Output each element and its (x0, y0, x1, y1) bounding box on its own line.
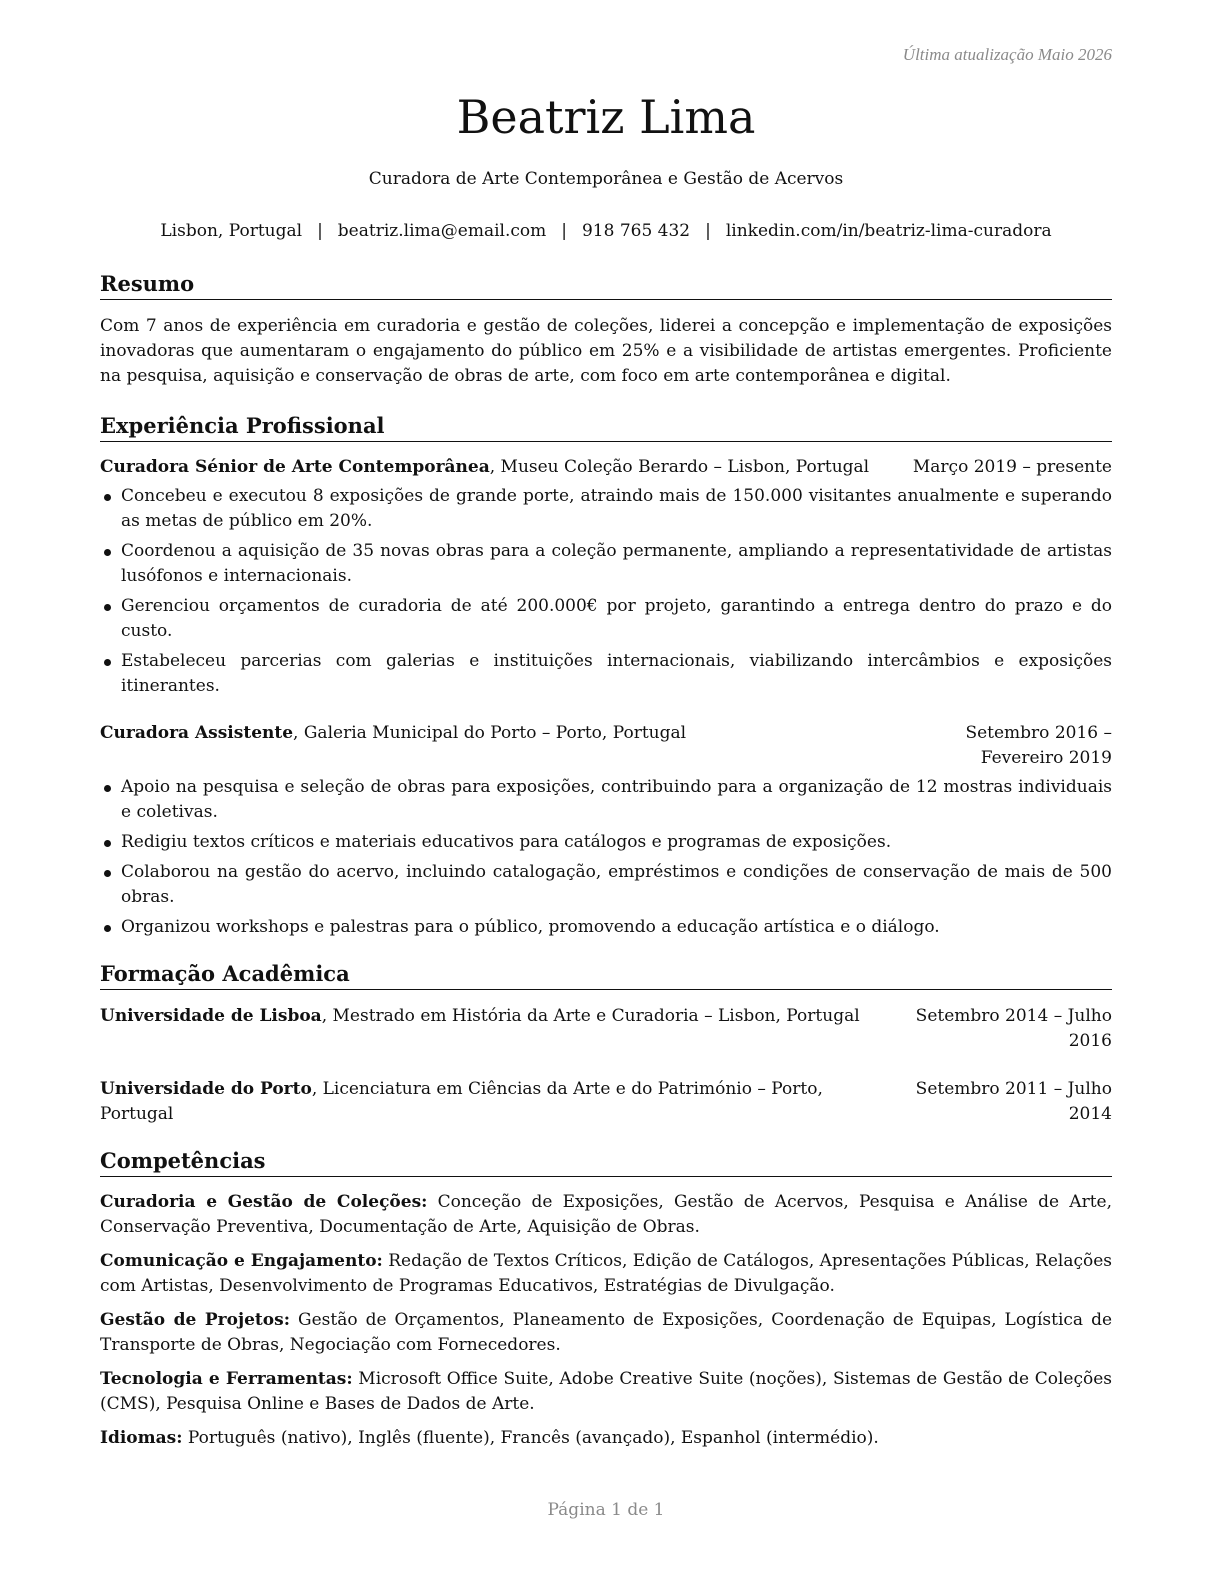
skills-list (100, 1190, 1112, 1451)
job-dates: Março 2019 – presente (912, 457, 1112, 477)
candidate-name: Beatriz Lima (456, 90, 756, 144)
education-title-line (100, 1004, 880, 1054)
contact-separator: | (317, 221, 323, 241)
contact-separator: | (561, 221, 567, 241)
education-entry (100, 1077, 1112, 1127)
section-title-education: Formação Acadêmica (100, 960, 1112, 990)
education-school: Universidade de Lisboa (100, 1006, 322, 1026)
section-title-skills: Competências (100, 1147, 1112, 1177)
job-bullets (100, 775, 1112, 940)
job-bullet: Redigiu textos críticos e materiais educativos para catálogos e programas de exposições. (100, 830, 1112, 855)
job-role: Curadora Assistente (100, 723, 294, 743)
job-entry (100, 721, 1112, 940)
skill-text: Português (nativo), Inglês (fluente), Francês (avançado), Espanhol (intermédio). (182, 1428, 879, 1448)
contact-email[interactable]: beatriz.lima@email.com (337, 221, 547, 241)
skill-label: Gestão de Projetos: (100, 1310, 290, 1330)
skill-item (100, 1249, 1112, 1299)
section-title-experience: Experiência Profissional (100, 412, 1112, 442)
education-dates: Setembro 2011 – Julho 2014 (915, 1079, 1112, 1124)
page-number: Página 1 de 1 (547, 1500, 665, 1520)
job-bullet: Coordenou a aquisição de 35 novas obras para a coleção permanente, ampliando a representatividade de artistas lusófonos e internacionais. (100, 539, 1112, 589)
education-detail: , Mestrado em História da Arte e Curadoria – Lisbon, Portugal (321, 1006, 860, 1026)
resume-page (100, 0, 1112, 1584)
skill-text: Microsoft Office Suite, Adobe Creative Suite (noções), Sistemas de Gestão de Coleções (CMS), Pesquisa Online e Bases de Dados de Arte. (100, 1369, 1112, 1414)
skill-label: Idiomas: (100, 1428, 183, 1448)
job-bullet: Colaborou na gestão do acervo, incluindo catalogação, empréstimos e condições de conservação de mais de 500 obras. (100, 860, 1112, 910)
job-org: , Museu Coleção Berardo – Lisbon, Portugal (489, 457, 870, 477)
job-role: Curadora Sénior de Arte Contemporânea (100, 457, 490, 477)
job-bullets (100, 484, 1112, 699)
contact-line (100, 219, 1112, 243)
job-bullet: Gerenciou orçamentos de curadoria de até 200.000€ por projeto, garantindo a entrega dentro do prazo e do custo. (100, 594, 1112, 644)
job-bullet: Organizou workshops e palestras para o público, promovendo a educação artística e o diálogo. (100, 915, 1112, 940)
education-detail: , Licenciatura em Ciências da Arte e do Património – Porto, Portugal (100, 1079, 823, 1124)
contact-phone[interactable]: 918 765 432 (581, 221, 691, 241)
summary-text: Com 7 anos de experiência em curadoria e gestão de coleções, liderei a concepção e implementação de exposições inovadoras que aumentaram o engajamento do público em 25% e a visibilidade de artistas emergentes. Proficiente na pesquisa, aquisição e conservação de obras de arte, com foco em arte contemporânea e digital. (100, 316, 1112, 386)
skill-item (100, 1308, 1112, 1358)
contact-separator: | (705, 221, 711, 241)
last-updated: Última atualização Maio 2026 (902, 45, 1112, 64)
job-bullet: Estabeleceu parcerias com galerias e instituições internacionais, viabilizando intercâmbios e exposições itinerantes. (100, 649, 1112, 699)
job-entry (100, 455, 1112, 699)
contact-location: Lisbon, Portugal (160, 221, 303, 241)
skill-label: Tecnologia e Ferramentas: (100, 1369, 353, 1389)
skill-label: Comunicação e Engajamento: (100, 1251, 383, 1271)
job-dates: Setembro 2016 – Fevereiro 2019 (965, 723, 1112, 768)
resume-body (100, 270, 1112, 1451)
job-title-line (100, 455, 913, 480)
education-entry (100, 1004, 1112, 1054)
education-title-line (100, 1077, 880, 1127)
education-school: Universidade do Porto (100, 1079, 312, 1099)
job-header (100, 455, 1112, 480)
skill-label: Curadoria e Gestão de Coleções: (100, 1192, 428, 1212)
job-bullet: Apoio na pesquisa e seleção de obras para exposições, contribuindo para a organização de 12 mostras individuais e coletivas. (100, 775, 1112, 825)
skill-item (100, 1367, 1112, 1417)
job-title-line (100, 721, 878, 771)
section-title-summary: Resumo (100, 270, 1112, 300)
job-org: , Galeria Municipal do Porto – Porto, Portugal (293, 723, 687, 743)
job-bullet: Concebeu e executou 8 exposições de grande porte, atraindo mais de 150.000 visitantes anualmente e superando as metas de público em 20%. (100, 484, 1112, 534)
headline: Curadora de Arte Contemporânea e Gestão de Acervos (368, 169, 844, 189)
skill-text: Conceção de Exposições, Gestão de Acervos, Pesquisa e Análise de Arte, Conservação Preventiva, Documentação de Arte, Aquisição de Obras. (100, 1192, 1112, 1237)
contact-linkedin[interactable]: linkedin.com/in/beatriz-lima-curadora (725, 221, 1052, 241)
job-header (100, 721, 1112, 771)
skill-text: Gestão de Orçamentos, Planeamento de Exposições, Coordenação de Equipas, Logística de Transporte de Obras, Negociação com Fornecedores. (100, 1310, 1113, 1355)
education-dates: Setembro 2014 – Julho 2016 (915, 1006, 1112, 1051)
skill-item (100, 1190, 1112, 1240)
skill-text: Redação de Textos Críticos, Edição de Catálogos, Apresentações Públicas, Relações com Artistas, Desenvolvimento de Programas Educativos, Estratégias de Divulgação. (100, 1251, 1112, 1296)
skill-item (100, 1426, 1112, 1451)
